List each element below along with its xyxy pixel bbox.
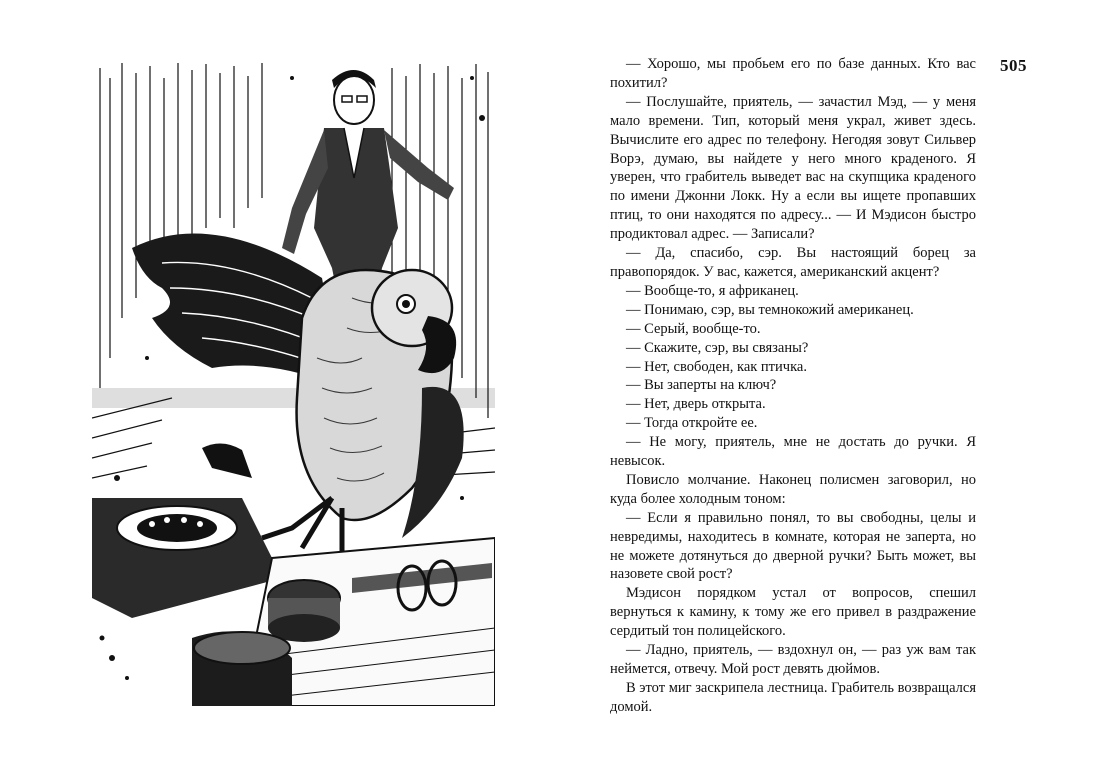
paragraph: Повисло молчание. Наконец полисмен заговорил, но куда более холодным тоном: <box>610 471 976 507</box>
paragraph: — Если я правильно понял, то вы свободны, целы и невредимы, находитесь в комнате, которая не заперта, но не можете дотянуться до дверной ручки? Быть может, вы назовете свой рост? <box>610 509 976 583</box>
paragraph: — Вообще-то, я африканец. <box>626 282 799 299</box>
paragraph: — Скажите, сэр, вы связаны? <box>626 339 809 356</box>
parrot-illustration <box>92 58 495 706</box>
body-text <box>610 55 976 717</box>
paragraph: — Хорошо, мы пробьем его по базе данных. Кто вас похитил? <box>610 56 976 91</box>
paragraph: — Нет, дверь открыта. <box>626 396 766 413</box>
paragraph: — Нет, свободен, как птичка. <box>626 358 807 375</box>
telephone-figure <box>92 498 282 618</box>
page-number: 505 <box>1000 56 1027 75</box>
paragraph: — Тогда откройте ее. <box>626 415 758 432</box>
paragraph: — Понимаю, сэр, вы темнокожий американец. <box>626 301 914 318</box>
paragraph: — Не могу, приятель, мне не достать до ручки. Я невысок. <box>610 434 976 470</box>
paragraph: — Серый, вообще-то. <box>626 320 761 337</box>
paragraph: В этот миг заскрипела лестница. Грабитель возвращался домой. <box>610 679 976 715</box>
paragraph: — Да, спасибо, сэр. Вы настоящий борец за правопорядок. У вас, кажется, американский акцент? <box>610 245 976 280</box>
paragraph: — Послушайте, приятель, — зачастил Мэд, — у меня мало времени. Тип, который меня украл, живет здесь. Вычислите его адрес по телефону. Негодяя зовут Сильвер Ворэ, думаю, вы найдете у него много краденого. Я уверен, что грабитель выведет вас на скупщика краденого по имени Джонни Локк. Ну а если вы ищете пропавших птиц, то они находятся по адресу... — И Мэдисон быстро продиктовал адрес. — Записали? <box>610 93 976 243</box>
paragraph: — Вы заперты на ключ? <box>626 377 777 394</box>
paragraph: — Ладно, приятель, — вздохнул он, — раз уж вам так неймется, отвечу. Мой рост девять дюймов. <box>610 642 976 677</box>
paragraph: Мэдисон порядком устал от вопросов, спешил вернуться к камину, к тому же его привел в раздражение сердитый тон полицейского. <box>610 585 976 640</box>
